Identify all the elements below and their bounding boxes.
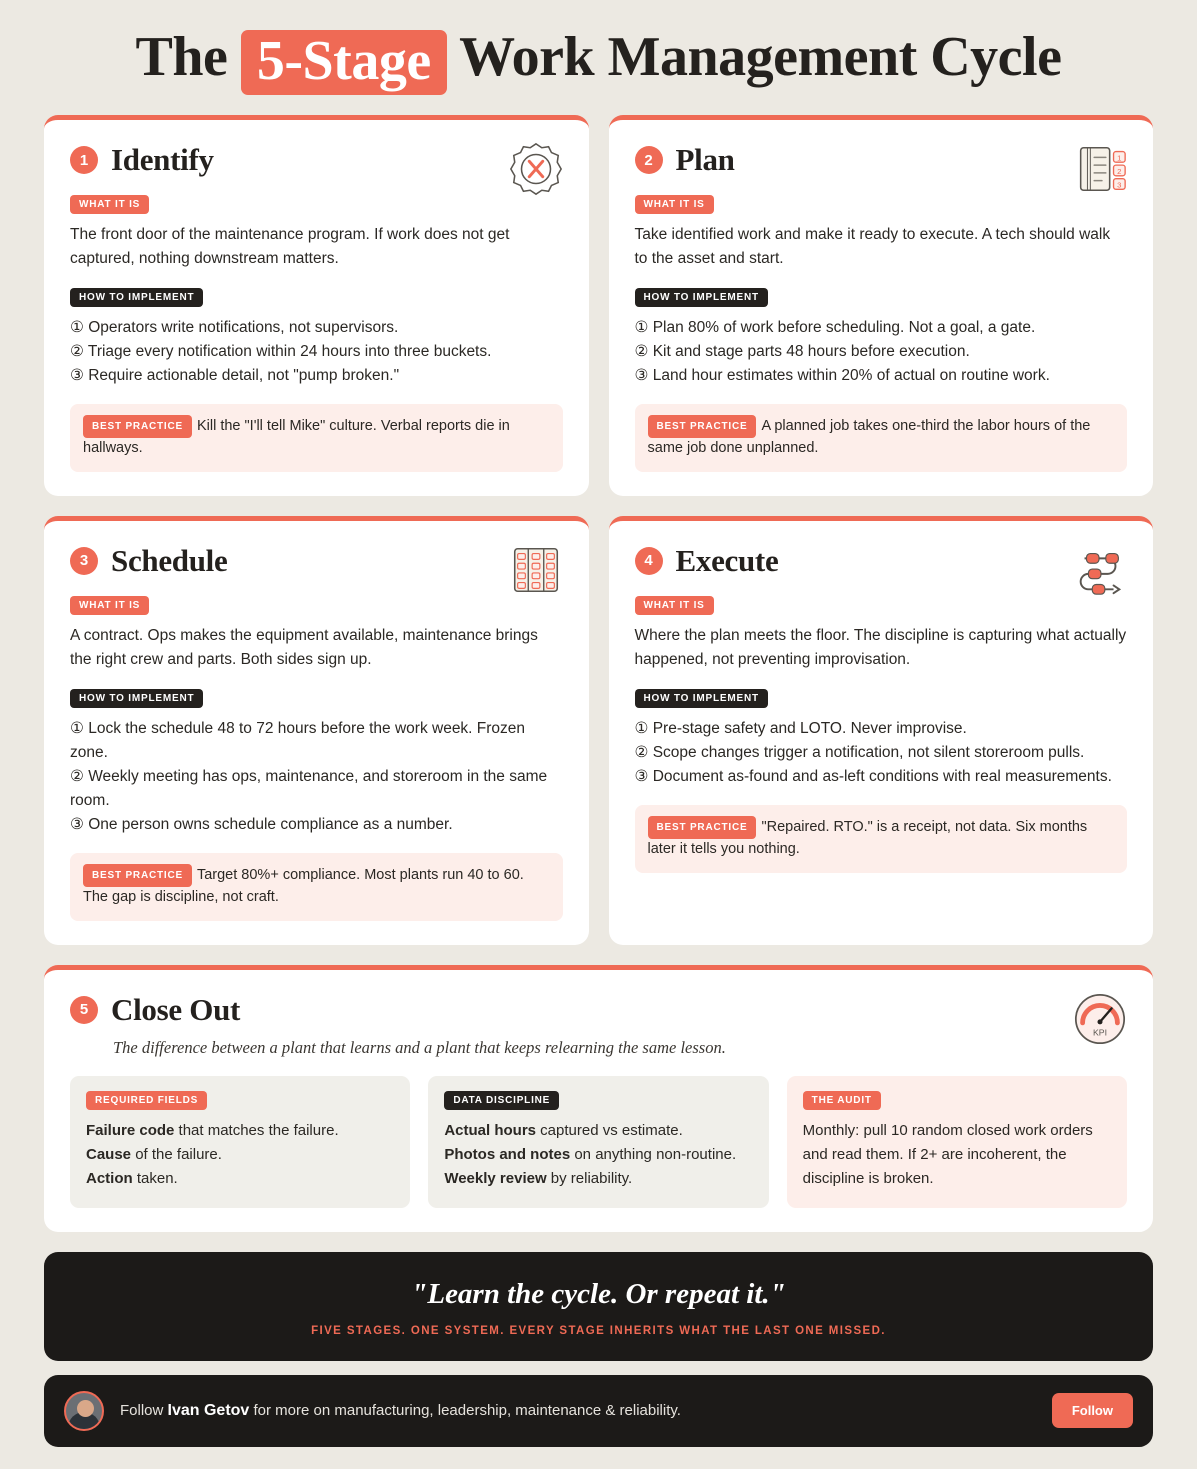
page-title <box>44 26 1153 91</box>
step-item: ① Plan 80% of work before scheduling. Not a goal, a gate. <box>634 319 1036 337</box>
title-highlight: 5-Stage <box>241 30 447 95</box>
stage-number-badge: 4 <box>635 547 663 575</box>
card-header <box>635 543 1128 579</box>
stage-card-identify <box>44 115 589 496</box>
quote-text: "Learn the cycle. Or repeat it." <box>411 1277 786 1310</box>
stage-number-badge: 5 <box>70 996 98 1024</box>
best-practice-text: Target 80%+ compliance. Most plants run 40 to 60. The gap is discipline, not craft. <box>83 866 524 905</box>
stage-title: Schedule <box>111 542 228 578</box>
line-rest: of the failure. <box>131 1145 222 1163</box>
stage-card-plan <box>609 115 1154 496</box>
step-item: ② Weekly meeting has ops, maintenance, and storeroom in the same room. <box>70 767 548 809</box>
step-item: ③ Document as-found and as-left conditions with real measurements. <box>634 767 1112 785</box>
card-header <box>70 992 1127 1028</box>
line-rest: on anything non-routine. <box>570 1145 737 1163</box>
checklist-clipboard-icon <box>1071 140 1129 198</box>
column-line <box>86 1119 394 1143</box>
how-to-implement-tag: HOW TO IMPLEMENT <box>635 288 768 307</box>
best-practice-text: "Repaired. RTO." is a receipt, not data. Six months later it tells you nothing. <box>647 818 1088 857</box>
line-rest: that matches the failure. <box>174 1121 339 1139</box>
implementation-steps <box>635 717 1128 789</box>
svg-text:3: 3 <box>1117 180 1122 190</box>
card-header <box>70 543 563 579</box>
stage-title: Plan <box>675 142 735 177</box>
column-tag: REQUIRED FIELDS <box>86 1091 207 1110</box>
stage-title: Identify <box>111 142 214 177</box>
line-rest: taken. <box>132 1170 178 1188</box>
what-it-is-tag: WHAT IT IS <box>635 195 714 214</box>
quote-subtext: FIVE STAGES. ONE SYSTEM. EVERY STAGE INHERITS WHAT THE LAST ONE MISSED. <box>311 1324 886 1337</box>
step-item: ① Lock the schedule 48 to 72 hours before the work week. Frozen zone. <box>70 719 526 761</box>
step-item: ③ Land hour estimates within 20% of actual on routine work. <box>634 367 1050 385</box>
follow-suffix: for more on manufacturing, leadership, maintenance & reliability. <box>249 1401 681 1419</box>
step-item: ① Pre-stage safety and LOTO. Never improvise. <box>634 719 967 737</box>
best-practice-box <box>635 404 1128 472</box>
best-practice-box <box>70 404 563 472</box>
follow-text <box>120 1402 1036 1420</box>
implementation-steps <box>70 316 563 388</box>
follow-bar <box>44 1375 1153 1447</box>
title-prefix: The <box>135 26 241 88</box>
best-practice-tag: BEST PRACTICE <box>83 864 192 887</box>
column-line <box>444 1143 752 1167</box>
step-item: ③ One person owns schedule compliance as a number. <box>70 815 453 833</box>
step-item: ② Kit and stage parts 48 hours before execution. <box>634 343 970 361</box>
quote-banner <box>44 1252 1153 1361</box>
crossed-tools-badge-icon <box>507 140 565 198</box>
step-item: ① Operators write notifications, not supervisors. <box>70 319 399 337</box>
line-bold: Action <box>86 1170 133 1188</box>
line-bold: Photos and notes <box>444 1145 571 1163</box>
best-practice-tag: BEST PRACTICE <box>83 415 192 438</box>
svg-text:KPI: KPI <box>1092 1027 1108 1038</box>
column-tag: THE AUDIT <box>803 1091 881 1110</box>
what-it-is-text: Where the plan meets the floor. The discipline is capturing what actually happened, not preventing improvisation. <box>634 626 1127 668</box>
svg-text:1: 1 <box>1117 153 1122 163</box>
author-name: Ivan Getov <box>167 1401 250 1419</box>
best-practice-box <box>635 805 1128 873</box>
line-rest: Monthly: pull 10 random closed work orders and read them. If 2+ are incoherent, the discipline is broken. <box>802 1121 1093 1188</box>
step-item: ② Scope changes trigger a notification, not silent storeroom pulls. <box>634 743 1085 761</box>
stage-card-execute <box>609 516 1154 945</box>
follow-button[interactable]: Follow <box>1052 1393 1133 1428</box>
best-practice-tag: BEST PRACTICE <box>648 816 757 839</box>
what-it-is-tag: WHAT IT IS <box>70 596 149 615</box>
svg-text:2: 2 <box>1117 166 1122 176</box>
column-line <box>86 1143 394 1167</box>
implementation-steps <box>70 717 563 837</box>
best-practice-box <box>70 853 563 921</box>
stage-title: Execute <box>675 542 779 578</box>
step-item: ② Triage every notification within 24 hours into three buckets. <box>70 343 492 361</box>
stage-number-badge: 3 <box>70 547 98 575</box>
stage-title: Close Out <box>111 991 241 1027</box>
close-out-columns <box>70 1076 1127 1208</box>
how-to-implement-tag: HOW TO IMPLEMENT <box>635 689 768 708</box>
line-bold: Weekly review <box>444 1170 547 1188</box>
stage-number-badge: 1 <box>70 146 98 174</box>
what-it-is-text: Take identified work and make it ready to execute. A tech should walk to the asset and start. <box>634 226 1111 268</box>
card-header <box>70 142 563 178</box>
what-it-is-text: A contract. Ops makes the equipment available, maintenance brings the right crew and parts. Both sides sign up. <box>70 626 538 668</box>
stage-grid <box>44 115 1153 1232</box>
column-line <box>803 1119 1111 1192</box>
close-out-column-audit <box>787 1076 1127 1208</box>
line-bold: Failure code <box>86 1121 175 1139</box>
avatar <box>64 1391 104 1431</box>
stage-card-close-out <box>44 965 1153 1232</box>
step-item: ③ Require actionable detail, not "pump broken." <box>70 367 400 385</box>
stage-card-schedule <box>44 516 589 945</box>
column-tag: DATA DISCIPLINE <box>444 1091 559 1110</box>
close-out-subtitle: The difference between a plant that learns and a plant that keeps relearning the same lesson. <box>113 1037 726 1057</box>
best-practice-tag: BEST PRACTICE <box>648 415 757 438</box>
column-line <box>86 1167 394 1191</box>
line-bold: Cause <box>86 1145 132 1163</box>
best-practice-text: A planned job takes one-third the labor hours of the same job done unplanned. <box>647 418 1091 457</box>
implementation-steps <box>635 316 1128 388</box>
column-line <box>444 1119 752 1143</box>
pipeline-flow-icon <box>1071 541 1129 599</box>
column-line <box>444 1167 752 1191</box>
stage-number-badge: 2 <box>635 146 663 174</box>
card-header <box>635 142 1128 178</box>
kpi-gauge-icon <box>1071 990 1129 1048</box>
title-suffix: Work Management Cycle <box>446 26 1062 88</box>
calendar-grid-icon <box>507 541 565 599</box>
what-it-is-tag: WHAT IT IS <box>70 195 149 214</box>
line-bold: Actual hours <box>444 1121 537 1139</box>
what-it-is-text: The front door of the maintenance program. If work does not get captured, nothing downstream matters. <box>70 226 510 268</box>
close-out-column-data-discipline <box>428 1076 768 1208</box>
best-practice-text: Kill the "I'll tell Mike" culture. Verbal reports die in hallways. <box>83 418 510 457</box>
how-to-implement-tag: HOW TO IMPLEMENT <box>70 288 203 307</box>
line-rest: by reliability. <box>546 1170 633 1188</box>
close-out-column-required-fields <box>70 1076 410 1208</box>
follow-prefix: Follow <box>120 1401 168 1419</box>
line-rest: captured vs estimate. <box>536 1121 683 1139</box>
how-to-implement-tag: HOW TO IMPLEMENT <box>70 689 203 708</box>
what-it-is-tag: WHAT IT IS <box>635 596 714 615</box>
